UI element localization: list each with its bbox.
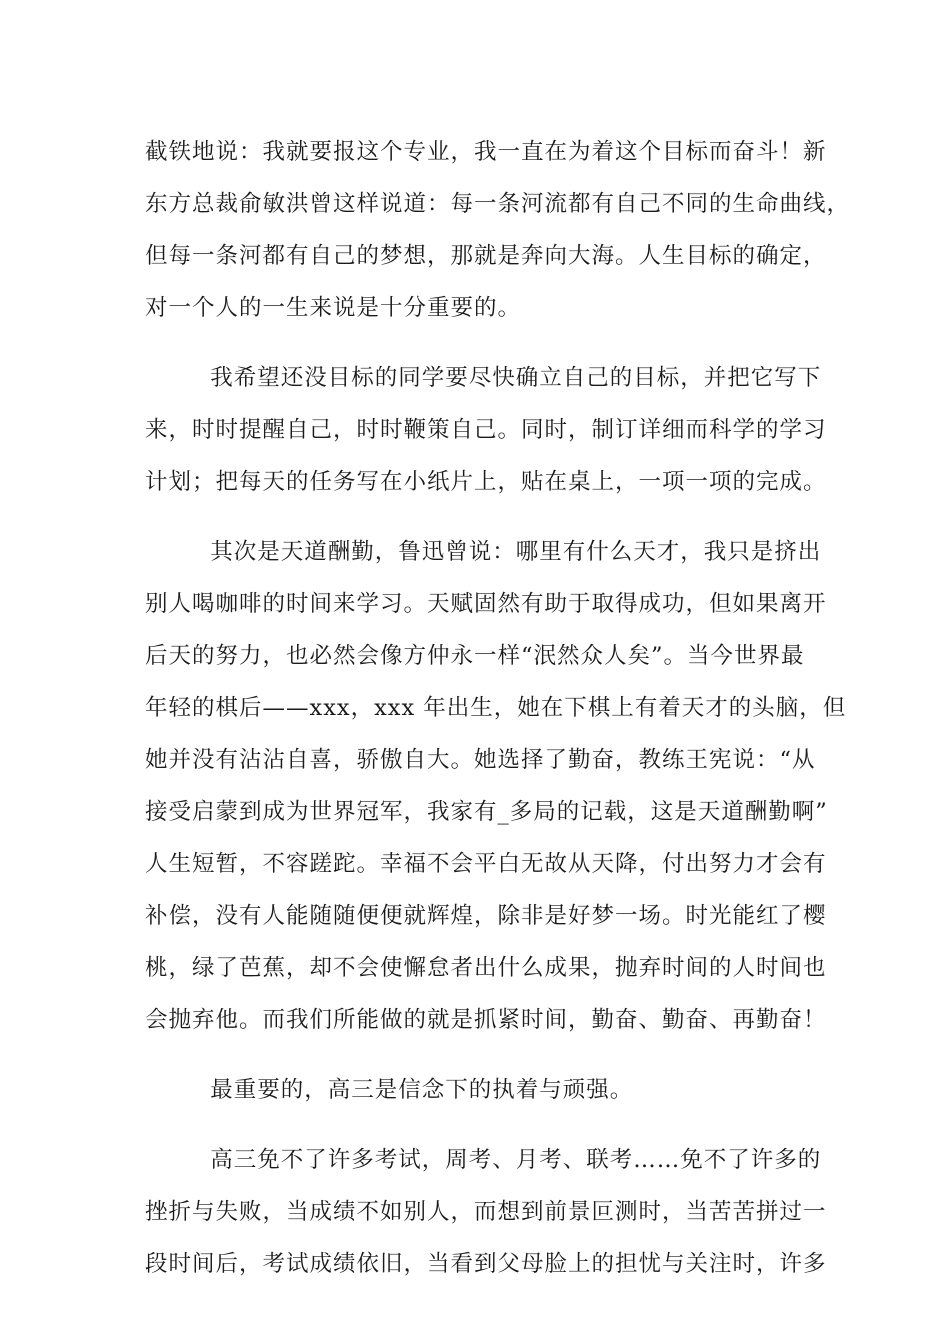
text-line: 截铁地说：我就要报这个专业，我一直在为着这个目标而奋斗！新: [145, 139, 827, 165]
paragraph-3: [145, 526, 847, 1046]
text-line: 但每一条河都有自己的梦想，那就是奔向大海。人生目标的确定，: [145, 243, 827, 269]
paragraph-4: [145, 1064, 815, 1116]
paragraph-gap: [145, 508, 815, 526]
text-line: 其次是天道酬勤，鲁迅曾说：哪里有什么天才，我只是挤出: [210, 539, 822, 565]
text-line: 接受启蒙到成为世界冠军，我家有_多局的记载，这是天道酬勤啊”: [145, 799, 828, 825]
text-line: 来，时时提醒自己，时时鞭策自己。同时，制订详细而科学的学习: [145, 417, 827, 443]
text-line: 人生短暂，不容蹉跎。幸福不会平白无故从天降，付出努力才会有: [145, 851, 827, 877]
text-line: 年轻的棋后——xxx，xxx 年出生，她在下棋上有着天才的头脑，但: [145, 695, 847, 721]
paragraph-5: [145, 1134, 827, 1290]
text-line: 补偿，没有人能随随便便就辉煌，除非是好梦一场。时光能红了樱: [145, 903, 827, 929]
text-line: 我希望还没目标的同学要尽快确立自己的目标，并把它写下: [210, 365, 822, 391]
text-line: 会抛弃他。而我们所能做的就是抓紧时间，勤奋、勤奋、再勤奋！: [145, 1007, 827, 1033]
text-line: 她并没有沾沾自喜，骄傲自大。她选择了勤奋，教练王宪说：“从: [145, 747, 816, 773]
paragraph-gap: [145, 1116, 815, 1134]
text-line: 挫折与失败，当成绩不如别人，而想到前景叵测时，当苦苦拼过一: [145, 1199, 827, 1225]
text-line: 高三免不了许多考试，周考、月考、联考……免不了许多的: [210, 1147, 822, 1173]
text-line: 计划；把每天的任务写在小纸片上，贴在桌上，一项一项的完成。: [145, 469, 827, 495]
text-line: 段时间后，考试成绩依旧，当看到父母脸上的担忧与关注时，许多: [145, 1251, 827, 1277]
text-line: 对一个人的一生来说是十分重要的。: [145, 295, 522, 321]
paragraph-gap: [145, 1046, 815, 1064]
text-line: 后天的努力，也必然会像方仲永一样“泯然众人矣”。当今世界最: [145, 643, 805, 669]
document-body: [145, 126, 851, 1290]
text-line: 别人喝咖啡的时间来学习。天赋固然有助于取得成功，但如果离开: [145, 591, 827, 617]
paragraph-gap: [145, 334, 815, 352]
paragraph-1: [145, 126, 851, 334]
text-line: 东方总裁俞敏洪曾这样说道：每一条河流都有自己不同的生命曲线，: [145, 191, 851, 217]
text-line: 桃，绿了芭蕉，却不会使懈怠者出什么成果，抛弃时间的人时间也: [145, 955, 827, 981]
paragraph-2: [145, 352, 827, 508]
text-line: 最重要的，高三是信念下的执着与顽强。: [210, 1077, 634, 1103]
